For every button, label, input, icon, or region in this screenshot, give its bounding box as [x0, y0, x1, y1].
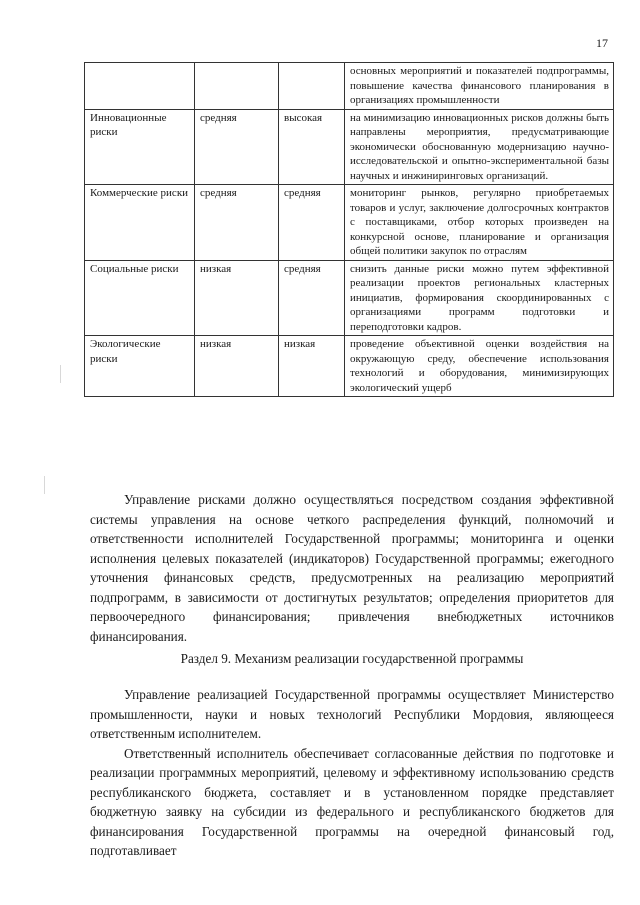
measures-cell: снизить данные риски можно путем эффективной реализации проектов региональных кластерных инициатив, формирования скоординированных с организациями программ подготовки и переподготовки кадров. — [345, 260, 614, 336]
probability-cell: низкая — [195, 260, 279, 336]
impact-cell: низкая — [279, 336, 345, 397]
table-row — [85, 260, 614, 336]
risk-name-cell — [85, 63, 195, 110]
table-row — [85, 185, 614, 261]
measures-cell: основных мероприятий и показателей подпрограммы, повышение качества финансового планирования в организациях промышленности — [345, 63, 614, 110]
risk-name-cell: Социальные риски — [85, 260, 195, 336]
probability-cell: средняя — [195, 109, 279, 185]
margin-mark — [60, 365, 61, 383]
measures-cell: мониторинг рынков, регулярно приобретаемых товаров и услуг, заключение долгосрочных контрактов с поставщиками, отбор которых произведен на конкурсной основе, планирование и организация общей политики закупок по отраслям — [345, 185, 614, 261]
probability-cell — [195, 63, 279, 110]
risk-management-text — [90, 490, 614, 646]
risk-table — [84, 62, 614, 397]
impact-cell: высокая — [279, 109, 345, 185]
measures-cell: на минимизацию инновационных рисков должны быть направлены мероприятия, предусматривающие экономически обоснованную модернизацию научно-исследовательской и опытно-экспериментальной базы научных и инжиниринговых организаций. — [345, 109, 614, 185]
section-title: Раздел 9. Механизм реализации государственной программы — [180, 651, 524, 666]
impact-cell: средняя — [279, 260, 345, 336]
mechanism-text — [90, 685, 614, 861]
paragraph: Управление реализацией Государственной программы осуществляет Министерство промышленности, науки и новых технологий Республики Мордовия, являющееся ответственным исполнителем. — [90, 687, 614, 741]
impact-cell — [279, 63, 345, 110]
impact-cell: средняя — [279, 185, 345, 261]
margin-mark — [44, 476, 45, 494]
risk-name-cell: Экологические риски — [85, 336, 195, 397]
paragraph: Ответственный исполнитель обеспечивает согласованные действия по подготовке и реализации программных мероприятий, целевому и эффективному использованию средств республиканского бюджета, составляет и в установленном порядке представляет бюджетную заявку на субсидии из федерального и республиканского бюджетов для финансирования Государственной программы на очередной финансовый год, подготавливает — [90, 745, 614, 858]
page-number: 17 — [596, 36, 608, 50]
table-row — [85, 63, 614, 110]
probability-cell: низкая — [195, 336, 279, 397]
probability-cell: средняя — [195, 185, 279, 261]
paragraph: Управление рисками должно осуществляться посредством создания эффективной системы управления на основе четкого распределения функций, полномочий и ответственности исполнителей Государственной программы; мониторинга и оценки исполнения целевых показателей (индикаторов) Государственной программы; ежегодного уточнения финансовых средств, предусмотренных на реализацию мероприятий подпрограмм, в зависимости от достигнутых результатов; определения приоритетов для первоочередного финансирования; привлечения внебюджетных источников финансирования. — [90, 492, 614, 644]
table-row — [85, 336, 614, 397]
risk-name-cell: Коммерческие риски — [85, 185, 195, 261]
table-row — [85, 109, 614, 185]
risk-name-cell: Инновационные риски — [85, 109, 195, 185]
measures-cell: проведение объективной оценки воздействия на окружающую среду, обеспечение использования технологий и оборудования, минимизирующих экологический ущерб — [345, 336, 614, 397]
